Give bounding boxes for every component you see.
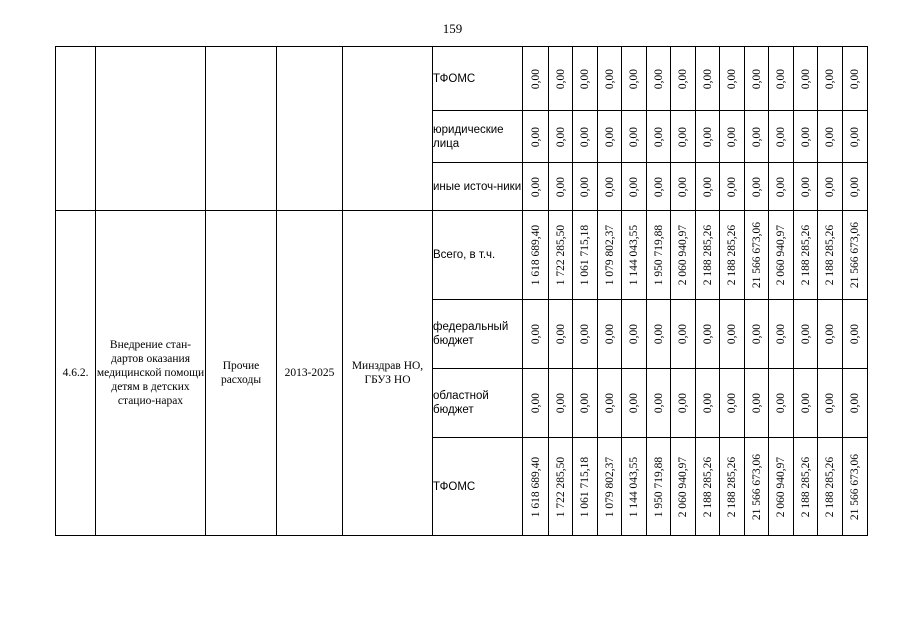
value-text: 0,00 bbox=[701, 68, 714, 89]
value-cell bbox=[523, 47, 549, 111]
value-cell bbox=[818, 163, 843, 211]
value-text: 0,00 bbox=[726, 68, 738, 89]
value-cell bbox=[622, 438, 647, 536]
value-cell bbox=[696, 163, 720, 211]
value-text: 0,00 bbox=[579, 176, 591, 197]
value-cell bbox=[671, 47, 696, 111]
funding-source-cell: ТФОМС bbox=[433, 47, 523, 111]
value-cell bbox=[720, 163, 745, 211]
value-cell bbox=[598, 300, 622, 369]
name-cell bbox=[96, 47, 206, 211]
value-text: 0,00 bbox=[775, 323, 787, 345]
value-cell bbox=[622, 47, 647, 111]
value-text: 0,00 bbox=[652, 323, 665, 345]
value-text: 2 188 285,26 bbox=[824, 456, 836, 517]
value-cell bbox=[647, 163, 671, 211]
value-cell bbox=[794, 300, 818, 369]
value-text: 0,00 bbox=[726, 323, 738, 345]
value-cell bbox=[622, 300, 647, 369]
value-text: 2 188 285,26 bbox=[726, 224, 738, 286]
table-row bbox=[56, 211, 868, 300]
value-text: 1 144 043,55 bbox=[628, 456, 640, 517]
value-text: 1 618 689,40 bbox=[529, 456, 542, 517]
value-cell bbox=[549, 300, 573, 369]
value-cell bbox=[622, 111, 647, 163]
value-text: 0,00 bbox=[603, 176, 616, 197]
value-cell bbox=[769, 300, 794, 369]
page-number: 159 bbox=[442, 21, 463, 36]
value-text: 0,00 bbox=[750, 323, 763, 345]
value-text: 0,00 bbox=[652, 68, 665, 89]
value-cell bbox=[794, 211, 818, 300]
value-cell bbox=[720, 300, 745, 369]
value-text: 1 079 802,37 bbox=[603, 456, 616, 517]
item-name: Внедрение стан-дартов оказания медицинской помощи детям в детских стацио-нарах bbox=[96, 211, 206, 536]
value-cell bbox=[573, 369, 598, 438]
value-cell bbox=[818, 438, 843, 536]
value-text: 21 566 673,06 bbox=[750, 221, 763, 289]
value-text: 0,00 bbox=[603, 68, 616, 89]
value-text: 2 188 285,26 bbox=[701, 224, 714, 286]
value-text: 21 566 673,06 bbox=[849, 453, 861, 520]
value-cell bbox=[794, 111, 818, 163]
value-text: 2 188 285,26 bbox=[799, 456, 812, 517]
value-text: 0,00 bbox=[554, 176, 567, 197]
value-cell bbox=[523, 111, 549, 163]
table-row bbox=[56, 47, 868, 111]
value-cell bbox=[720, 47, 745, 111]
value-cell bbox=[523, 163, 549, 211]
value-cell bbox=[622, 211, 647, 300]
value-cell bbox=[696, 111, 720, 163]
value-cell bbox=[720, 211, 745, 300]
funding-source-cell: иные источ-ники bbox=[433, 163, 523, 211]
funding-source-cell: Всего, в т.ч. bbox=[433, 211, 523, 300]
value-text: 0,00 bbox=[677, 68, 689, 89]
value-text: 2 060 940,97 bbox=[677, 456, 689, 517]
value-text: 0,00 bbox=[799, 392, 812, 414]
value-cell bbox=[523, 369, 549, 438]
value-text: 0,00 bbox=[701, 126, 714, 147]
value-cell bbox=[573, 211, 598, 300]
value-text: 1 950 719,88 bbox=[652, 224, 665, 286]
value-text: 0,00 bbox=[677, 126, 689, 147]
value-text: 0,00 bbox=[799, 68, 812, 89]
value-text: 0,00 bbox=[849, 176, 861, 197]
value-text: 0,00 bbox=[677, 176, 689, 197]
value-text: 0,00 bbox=[701, 392, 714, 414]
value-cell bbox=[843, 163, 868, 211]
value-text: 0,00 bbox=[603, 323, 616, 345]
value-cell bbox=[745, 438, 769, 536]
value-text: 0,00 bbox=[628, 176, 640, 197]
value-cell bbox=[720, 438, 745, 536]
value-text: 0,00 bbox=[628, 68, 640, 89]
number-cell bbox=[56, 47, 96, 211]
funding-source-cell: федеральный бюджет bbox=[433, 300, 523, 369]
value-text: 0,00 bbox=[628, 323, 640, 345]
value-cell bbox=[818, 300, 843, 369]
funding-source-cell: ТФОМС bbox=[433, 438, 523, 536]
value-cell bbox=[598, 211, 622, 300]
value-text: 1 950 719,88 bbox=[652, 456, 665, 517]
value-text: 0,00 bbox=[750, 176, 763, 197]
value-text: 21 566 673,06 bbox=[849, 221, 861, 289]
value-text: 0,00 bbox=[579, 392, 591, 414]
value-text: 21 566 673,06 bbox=[750, 453, 763, 520]
period-cell bbox=[277, 47, 343, 211]
value-cell bbox=[745, 47, 769, 111]
value-cell bbox=[523, 438, 549, 536]
value-text: 0,00 bbox=[775, 392, 787, 414]
value-cell bbox=[818, 369, 843, 438]
funding-source-cell: юридические лица bbox=[433, 111, 523, 163]
value-cell bbox=[794, 163, 818, 211]
value-cell bbox=[696, 47, 720, 111]
value-cell bbox=[745, 211, 769, 300]
value-cell bbox=[573, 438, 598, 536]
value-cell bbox=[843, 47, 868, 111]
value-cell bbox=[549, 438, 573, 536]
value-text: 1 079 802,37 bbox=[603, 224, 616, 286]
value-cell bbox=[818, 47, 843, 111]
value-text: 0,00 bbox=[677, 323, 689, 345]
value-cell bbox=[647, 111, 671, 163]
value-text: 0,00 bbox=[799, 126, 812, 147]
value-cell bbox=[769, 438, 794, 536]
value-text: 0,00 bbox=[824, 323, 836, 345]
value-text: 1 722 285,50 bbox=[554, 456, 567, 517]
value-cell bbox=[671, 438, 696, 536]
value-text: 2 060 940,97 bbox=[775, 456, 787, 517]
value-text: 0,00 bbox=[701, 176, 714, 197]
value-text: 0,00 bbox=[750, 392, 763, 414]
item-executor: Минздрав НО, ГБУЗ НО bbox=[343, 211, 433, 536]
funding-source-cell: областной бюджет bbox=[433, 369, 523, 438]
budget-table bbox=[55, 46, 868, 536]
value-text: 1 722 285,50 bbox=[554, 224, 567, 286]
value-cell bbox=[769, 47, 794, 111]
value-cell bbox=[598, 111, 622, 163]
value-cell bbox=[818, 211, 843, 300]
value-cell bbox=[696, 300, 720, 369]
value-text: 0,00 bbox=[849, 126, 861, 147]
value-text: 0,00 bbox=[726, 126, 738, 147]
value-cell bbox=[598, 438, 622, 536]
value-cell bbox=[549, 369, 573, 438]
value-cell bbox=[843, 369, 868, 438]
value-text: 0,00 bbox=[603, 126, 616, 147]
value-text: 0,00 bbox=[849, 68, 861, 89]
value-text: 0,00 bbox=[849, 392, 861, 414]
value-text: 1 144 043,55 bbox=[628, 224, 640, 286]
value-text: 0,00 bbox=[652, 126, 665, 147]
value-text: 0,00 bbox=[579, 68, 591, 89]
value-text: 0,00 bbox=[775, 176, 787, 197]
value-cell bbox=[720, 111, 745, 163]
value-cell bbox=[745, 111, 769, 163]
expense-type-cell bbox=[206, 47, 277, 211]
value-text: 1 061 715,18 bbox=[579, 224, 591, 286]
executor-cell bbox=[343, 47, 433, 211]
value-text: 0,00 bbox=[726, 392, 738, 414]
value-text: 0,00 bbox=[628, 126, 640, 147]
value-cell bbox=[573, 111, 598, 163]
value-cell bbox=[622, 369, 647, 438]
value-text: 0,00 bbox=[554, 323, 567, 345]
value-cell bbox=[671, 163, 696, 211]
item-number: 4.6.2. bbox=[56, 211, 96, 536]
value-text: 0,00 bbox=[750, 126, 763, 147]
value-text: 2 188 285,26 bbox=[799, 224, 812, 286]
value-cell bbox=[769, 111, 794, 163]
value-text: 0,00 bbox=[554, 126, 567, 147]
value-text: 0,00 bbox=[529, 176, 542, 197]
value-text: 1 618 689,40 bbox=[529, 224, 542, 286]
value-text: 1 061 715,18 bbox=[579, 456, 591, 517]
value-text: 0,00 bbox=[529, 126, 542, 147]
value-text: 0,00 bbox=[824, 126, 836, 147]
value-cell bbox=[696, 438, 720, 536]
value-text: 0,00 bbox=[579, 323, 591, 345]
value-cell bbox=[647, 369, 671, 438]
value-text: 2 188 285,26 bbox=[824, 224, 836, 286]
value-cell bbox=[549, 211, 573, 300]
value-text: 0,00 bbox=[750, 68, 763, 89]
value-text: 0,00 bbox=[529, 68, 542, 89]
value-cell bbox=[549, 111, 573, 163]
value-text: 2 060 940,97 bbox=[677, 224, 689, 286]
value-cell bbox=[647, 47, 671, 111]
value-cell bbox=[769, 163, 794, 211]
value-text: 2 188 285,26 bbox=[726, 456, 738, 517]
value-cell bbox=[573, 163, 598, 211]
value-cell bbox=[843, 211, 868, 300]
value-text: 0,00 bbox=[799, 176, 812, 197]
value-text: 0,00 bbox=[701, 323, 714, 345]
value-cell bbox=[843, 300, 868, 369]
value-cell bbox=[523, 300, 549, 369]
value-cell bbox=[794, 369, 818, 438]
value-cell bbox=[720, 369, 745, 438]
value-text: 0,00 bbox=[775, 68, 787, 89]
item-period: 2013-2025 bbox=[277, 211, 343, 536]
value-cell bbox=[549, 47, 573, 111]
value-text: 0,00 bbox=[603, 392, 616, 414]
value-text: 0,00 bbox=[799, 323, 812, 345]
value-cell bbox=[671, 369, 696, 438]
item-expense-type: Прочие расходы bbox=[206, 211, 277, 536]
value-text: 2 060 940,97 bbox=[775, 224, 787, 286]
value-cell bbox=[622, 163, 647, 211]
value-text: 0,00 bbox=[554, 68, 567, 89]
value-cell bbox=[598, 163, 622, 211]
value-cell bbox=[598, 369, 622, 438]
value-cell bbox=[523, 211, 549, 300]
value-cell bbox=[647, 211, 671, 300]
value-cell bbox=[843, 438, 868, 536]
value-text: 0,00 bbox=[628, 392, 640, 414]
value-text: 0,00 bbox=[652, 176, 665, 197]
value-cell bbox=[769, 211, 794, 300]
value-cell bbox=[769, 369, 794, 438]
value-text: 2 188 285,26 bbox=[701, 456, 714, 517]
value-text: 0,00 bbox=[824, 392, 836, 414]
value-text: 0,00 bbox=[824, 176, 836, 197]
value-cell bbox=[671, 111, 696, 163]
value-text: 0,00 bbox=[529, 392, 542, 414]
value-cell bbox=[598, 47, 622, 111]
value-cell bbox=[549, 163, 573, 211]
value-text: 0,00 bbox=[849, 323, 861, 345]
value-text: 0,00 bbox=[824, 68, 836, 89]
value-text: 0,00 bbox=[775, 126, 787, 147]
value-text: 0,00 bbox=[529, 323, 542, 345]
value-cell bbox=[671, 211, 696, 300]
value-cell bbox=[818, 111, 843, 163]
value-cell bbox=[671, 300, 696, 369]
value-cell bbox=[647, 300, 671, 369]
value-cell bbox=[794, 438, 818, 536]
value-cell bbox=[647, 438, 671, 536]
value-cell bbox=[745, 300, 769, 369]
value-text: 0,00 bbox=[652, 392, 665, 414]
value-text: 0,00 bbox=[677, 392, 689, 414]
value-text: 0,00 bbox=[726, 176, 738, 197]
value-cell bbox=[794, 47, 818, 111]
value-cell bbox=[696, 369, 720, 438]
value-cell bbox=[696, 211, 720, 300]
value-text: 0,00 bbox=[579, 126, 591, 147]
value-text: 0,00 bbox=[554, 392, 567, 414]
value-cell bbox=[745, 163, 769, 211]
value-cell bbox=[573, 300, 598, 369]
value-cell bbox=[843, 111, 868, 163]
value-cell bbox=[573, 47, 598, 111]
value-cell bbox=[745, 369, 769, 438]
